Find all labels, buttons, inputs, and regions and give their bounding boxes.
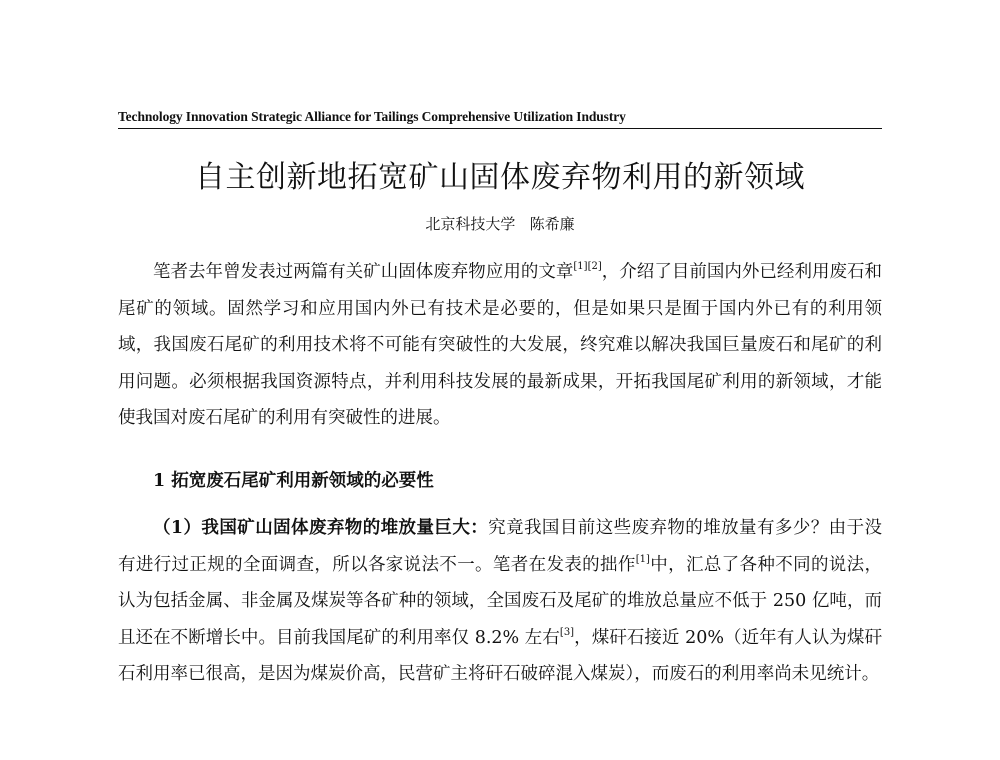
- article-title: 自主创新地拓宽矿山固体废弃物利用的新领域: [195, 160, 805, 195]
- paragraph-intro: [118, 254, 882, 437]
- citation-ref: [3]: [559, 626, 575, 638]
- intro-text-a: 笔者去年曾发表过两篇有关矿山固体废弃物应用的文章: [153, 262, 574, 282]
- author-name: 陈希廉: [529, 215, 575, 233]
- paragraph-section1: [118, 510, 882, 693]
- intro-text-b: ，介绍了目前国内外已经利用废石和尾矿的领域。固然学习和应用国内外已有技术是必要的，但是如果只是囿于国内外已有的利用领域，我国废石尾矿的利用技术将不可能有突破性的大发展，终究难以解决我国巨量废石和尾矿的利用问题。必须根据我国资源特点，并利用科技发展的最新成果，开拓我国尾矿利用的新领域，才能使我国对废石尾矿的利用有突破性的进展。: [118, 262, 883, 428]
- header-rule: [118, 128, 882, 129]
- citation-ref: [1]: [635, 553, 650, 565]
- citation-ref: [1][2]: [573, 261, 602, 272]
- byline: [118, 213, 882, 234]
- running-header: Technology Innovation Strategic Alliance for Tailings Comprehensive Utilization Industry: [118, 109, 626, 124]
- paragraph-lead: （1）我国矿山固体废弃物的堆放量巨大：: [153, 518, 489, 538]
- section-heading: 1 拓宽废石尾矿利用新领域的必要性: [153, 471, 434, 491]
- section1-text-a: 究竟我国目前这些废弃物的堆放量有多少？由于没有进行过正规的全面调查，所以各家说法不一。笔者在发表的拙作: [118, 518, 882, 575]
- affiliation: 北京科技大学: [425, 215, 516, 233]
- section1-text-b: 中，汇总了各种不同的说法，认为包括金属、非金属及煤炭等各矿种的领域，全国废石及尾矿的堆放总量应不低于 250 亿吨，而且还在不断增长中。目前我国尾矿的利用率仅 8.2% 左右: [118, 554, 883, 648]
- section1-text-c: ，煤矸石接近 20%（近年有人认为煤矸石利用率已很高，是因为煤炭价高，民营矿主将矸石破碎混入煤炭），而废石的利用率尚未见统计。: [118, 627, 882, 684]
